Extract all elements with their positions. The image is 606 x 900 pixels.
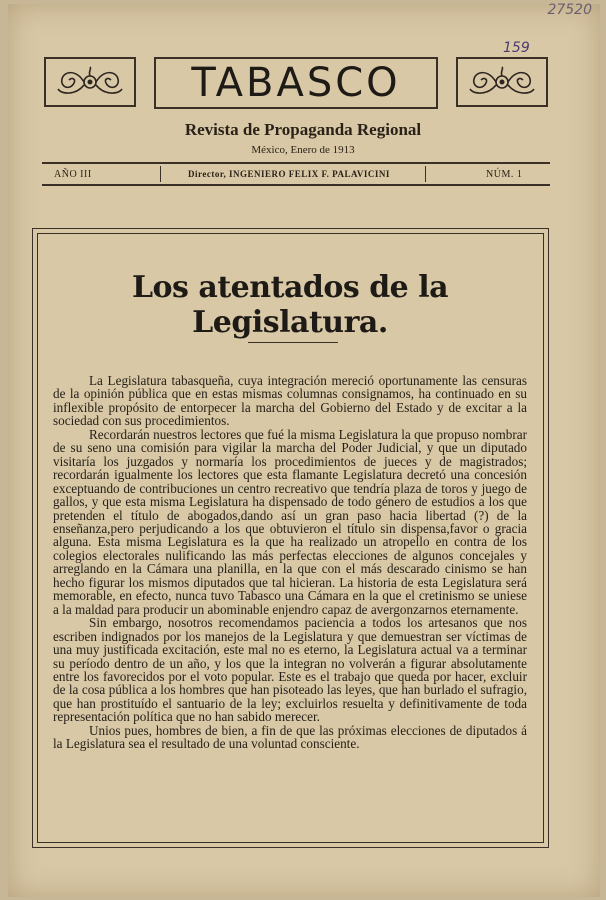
- right-ornament-box: [456, 57, 548, 107]
- article-paragraph: Recordarán nuestros lectores que fué la misma Legislatura la que propuso nombrar de su seno una comisión para vigilar la marcha del Poder Judicial, y que un diputado visitaría los juzgados y normaría los procedimientos de jueces y de magistrados; recordarán igualmente los lectores que esta flamante Legislatura decretó una concesión exceptuando de contribuciones un centro recreativo que tendría plaza de toros y juego de gallos, y que esta misma Legislatura ha dispensado de todo género de estudios a los que pretenden el título de abogados,dando así un gran paso hacia libertad (?) de la enseñanza,pero perjudicando a los que obtuvieron el título sin dispensa,favor o gracia alguna. Esta misma Legislatura es la que ha realizado un atropello en contra de los colegios electorales nulificando las más perfectas elecciones de algunos concejales y arreglando en la Cámara una planilla, en la que con el más descarado cinismo se han hecho figurar los mismos diputados que tal hicieran. La historia de esta Legislatura será memorable, en efecto, nunca tuvo Tabasco una Cámara en la que el cretinismo se uniese a la maldad para producir un abominable enjendro capaz de avergonzarnos eternamente.: [53, 426, 527, 617]
- masthead-dateline: México, Enero de 1913: [251, 144, 355, 156]
- article-paragraph: Sin embargo, nosotros recomendamos paciencia a todos los artesanos que nos escriben indignados por los manejos de la Legislatura y que demuestran ser víctimas de una muy justificada excitación, este mal no es eterno, la Legislatura actual va a terminar su período dentro de un año, y los que la integran no volverán a figurar absolutamente entre los favorecidos por el voto popular. Este es el trabajo que queda por hacer, excluir de la cosa pública a los hombres que han pisoteado las leyes, que han burlado el sufragio, que han prostituído el santuario de la ley; excluirlos resuelta y definitivamente de toda representación política que no han sabido merecer.: [53, 615, 527, 725]
- article-paragraph: Unios pues, hombres de bien, a fin de que las próximas elecciones de diputados á la Legislatura sea el resultado de una voluntad consciente.: [53, 722, 527, 752]
- info-divider: [160, 166, 161, 182]
- left-ornament-box: [44, 57, 136, 107]
- masthead-title-box: [154, 57, 438, 109]
- floral-ornament-icon: [52, 65, 128, 99]
- masthead-info-bar: [42, 162, 550, 186]
- article-body: [53, 374, 527, 751]
- masthead-title: TABASCO: [191, 60, 401, 106]
- floral-ornament-icon: [464, 65, 540, 99]
- accession-number: 27520: [547, 2, 592, 18]
- headline-rule: [248, 342, 338, 343]
- page-number: 159: [503, 40, 530, 56]
- masthead-subtitle: Revista de Propaganda Regional: [184, 120, 422, 139]
- article-headline: Los atentados de la Legislatura.: [131, 270, 449, 340]
- info-divider: [425, 166, 426, 182]
- year-label: AÑO III: [54, 168, 92, 180]
- issue-number-label: NÚM. 1: [486, 168, 523, 180]
- article-paragraph: La Legislatura tabasqueña, cuya integración mereció oportunamente las censuras de la opinión pública que en estas mismas columnas consignamos, ha continuado en su inflexible propósito de entorpecer la marcha del Gobierno del Estado y de excitar a la sociedad con sus procedimientos.: [53, 373, 527, 429]
- director-label: Director, INGENIERO FELIX F. PALAVICINI: [188, 169, 390, 179]
